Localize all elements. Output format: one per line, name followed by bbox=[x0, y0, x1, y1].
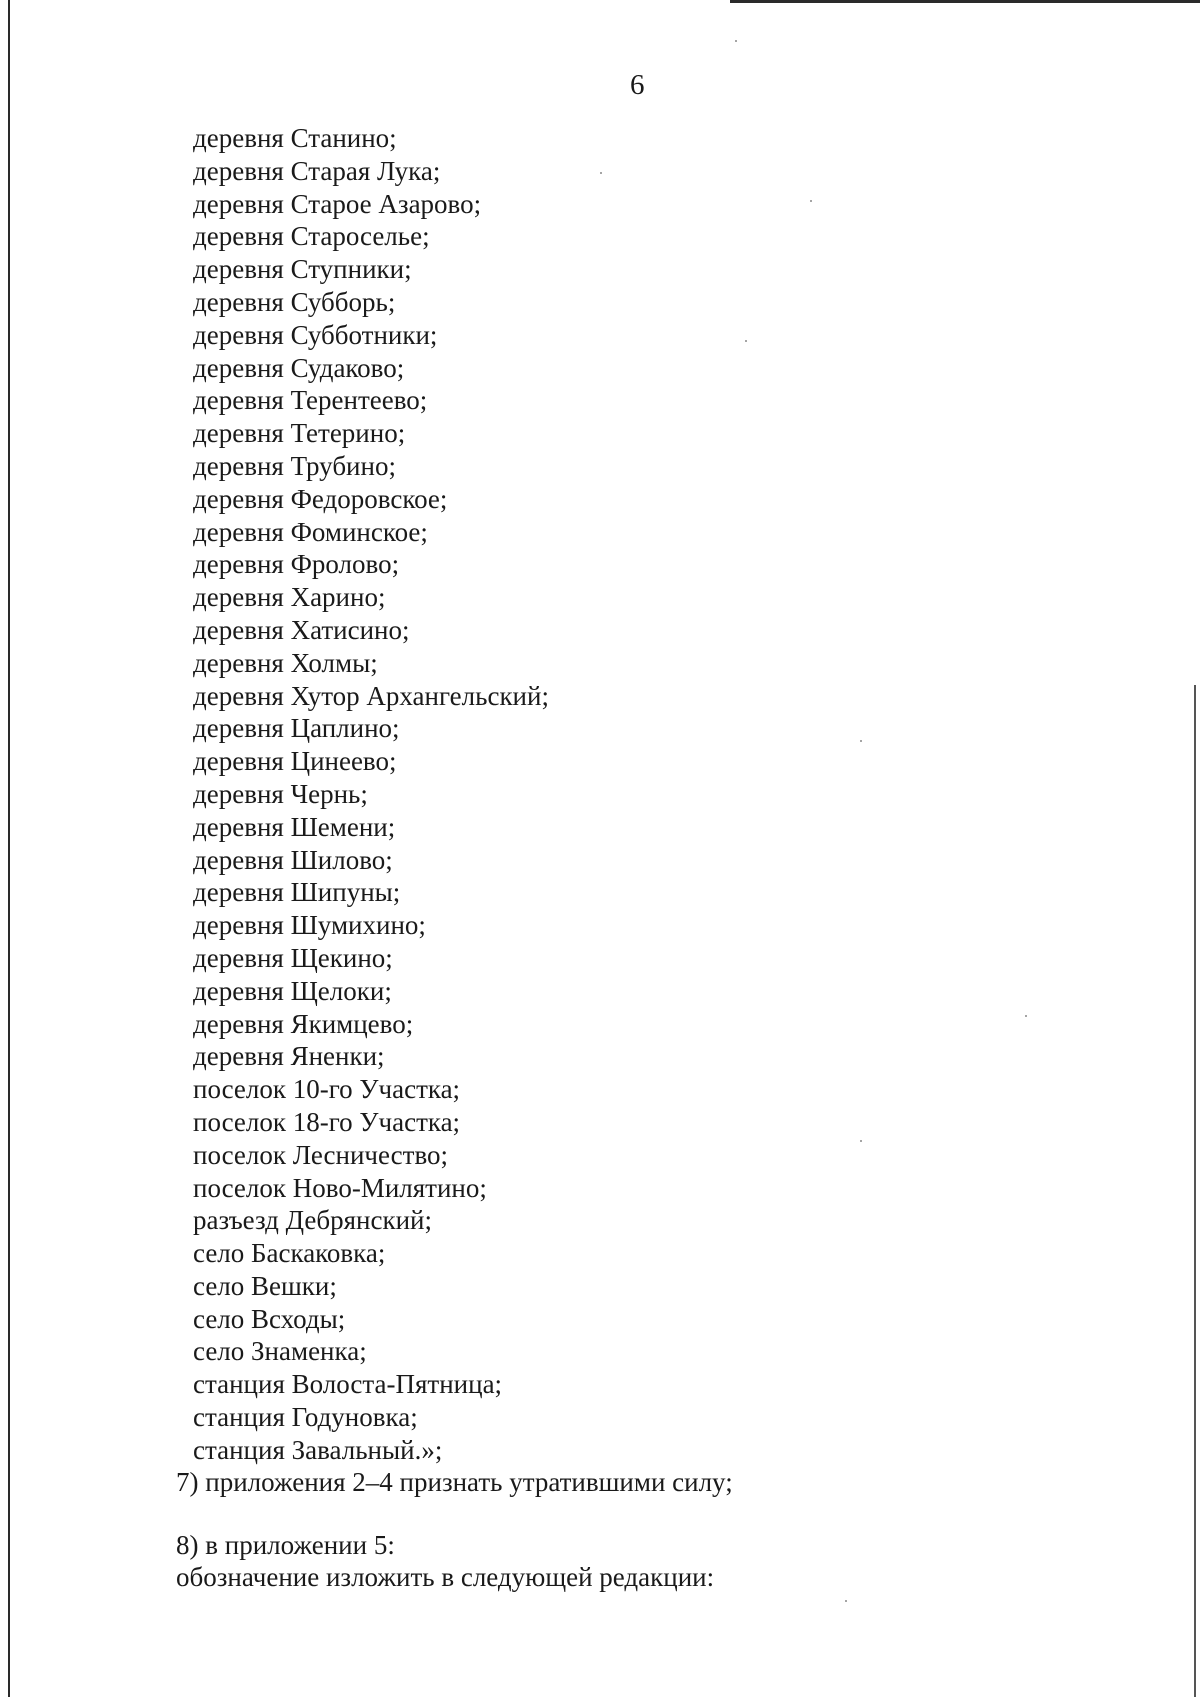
page-number: 6 bbox=[630, 69, 645, 101]
settlement-item: деревня Фоминское; bbox=[193, 516, 428, 547]
settlement-item: деревня Щекино; bbox=[193, 942, 393, 973]
settlement-item: деревня Трубино; bbox=[193, 450, 396, 481]
settlement-item: поселок 10-го Участка; bbox=[193, 1074, 461, 1105]
page-edge-right bbox=[1194, 685, 1196, 1697]
scan-speck bbox=[860, 1140, 862, 1142]
item-7: 7) приложения 2–4 признать утратившими силу; bbox=[176, 1467, 733, 1497]
scan-speck bbox=[860, 740, 862, 742]
settlement-item: село Баскаковка; bbox=[193, 1238, 386, 1269]
settlement-item: станция Завальный.»; bbox=[193, 1434, 443, 1465]
settlement-item: село Знаменка; bbox=[193, 1336, 367, 1367]
settlement-item: деревня Фролово; bbox=[193, 549, 400, 580]
scan-speck bbox=[810, 200, 812, 202]
settlement-item: село Всходы; bbox=[193, 1303, 346, 1334]
scan-speck bbox=[845, 1600, 847, 1602]
settlement-item: деревня Тетерино; bbox=[193, 418, 406, 449]
settlement-item: разъезд Дебрянский; bbox=[193, 1205, 432, 1236]
settlement-item: деревня Шипуны; bbox=[193, 877, 401, 908]
settlement-item: станция Годуновка; bbox=[193, 1402, 418, 1433]
settlement-item: деревня Судаково; bbox=[193, 352, 405, 383]
scan-speck bbox=[745, 340, 747, 342]
settlement-item: деревня Якимцево; bbox=[193, 1008, 414, 1039]
settlement-item: деревня Станино; bbox=[193, 123, 397, 153]
item-8: 8) в приложении 5: bbox=[176, 1530, 395, 1560]
settlement-item: деревня Старая Лука; bbox=[193, 155, 441, 186]
item-8-text: обозначение изложить в следующей редакции: bbox=[176, 1562, 715, 1592]
settlement-item: деревня Щелоки; bbox=[193, 975, 392, 1006]
settlement-item: деревня Цаплино; bbox=[193, 713, 400, 744]
settlement-item: деревня Субборь; bbox=[193, 286, 396, 317]
scan-speck bbox=[735, 40, 737, 42]
settlement-item: деревня Старое Азарово; bbox=[193, 188, 482, 219]
scan-speck bbox=[1025, 1015, 1027, 1017]
settlement-item: деревня Цинеево; bbox=[193, 746, 397, 777]
settlement-item: деревня Харино; bbox=[193, 582, 386, 613]
page-edge-left bbox=[8, 0, 10, 1697]
settlement-item: деревня Шумихино; bbox=[193, 910, 426, 941]
settlement-item: деревня Хатисино; bbox=[193, 614, 410, 645]
settlement-list bbox=[193, 122, 549, 1467]
scan-speck bbox=[600, 172, 602, 174]
settlement-item: станция Волоста-Пятница; bbox=[193, 1369, 503, 1400]
settlement-item: деревня Яненки; bbox=[193, 1041, 385, 1072]
settlement-item: деревня Хутор Архангельский; bbox=[193, 680, 549, 711]
settlement-item: село Вешки; bbox=[193, 1270, 337, 1301]
settlement-item: поселок 18-го Участка; bbox=[193, 1106, 461, 1137]
settlement-item: деревня Ступники; bbox=[193, 254, 412, 285]
settlement-item: деревня Чернь; bbox=[193, 778, 368, 809]
settlement-item: деревня Шилово; bbox=[193, 844, 393, 875]
settlement-item: деревня Федоровское; bbox=[193, 483, 448, 514]
settlement-item: деревня Субботники; bbox=[193, 319, 438, 350]
settlement-item: деревня Холмы; bbox=[193, 647, 378, 678]
page-edge-top bbox=[730, 0, 1200, 3]
settlement-item: деревня Шемени; bbox=[193, 811, 396, 842]
settlement-item: поселок Ново-Милятино; bbox=[193, 1172, 487, 1203]
settlement-item: деревня Терентеево; bbox=[193, 385, 428, 416]
settlement-item: поселок Лесничество; bbox=[193, 1139, 449, 1170]
settlement-item: деревня Староселье; bbox=[193, 221, 430, 252]
